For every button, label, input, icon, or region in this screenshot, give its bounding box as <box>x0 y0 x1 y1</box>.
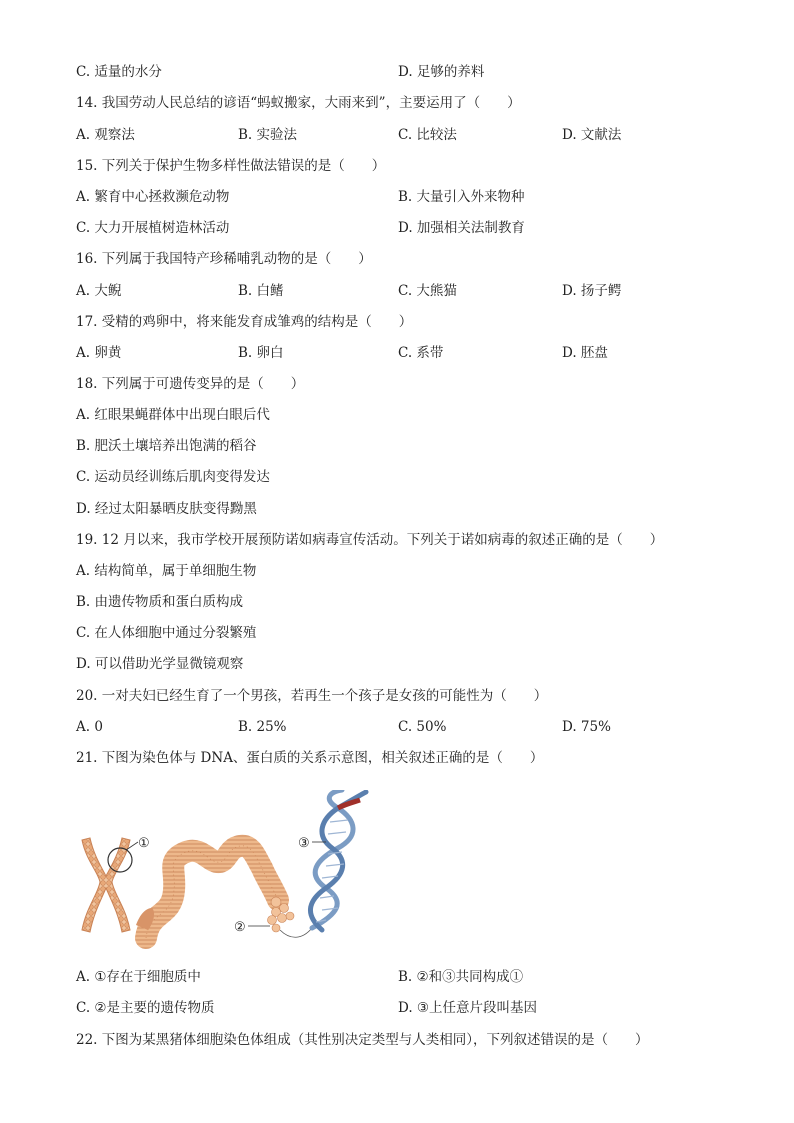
chromosome-dna-diagram <box>76 790 376 950</box>
option-16a: A. 大鲵 <box>76 283 122 299</box>
chromatin-coil <box>136 846 278 938</box>
label-1: ① <box>138 836 150 851</box>
option-14d: D. 文献法 <box>562 127 622 143</box>
option-15c: C. 大力开展植树造林活动 <box>76 220 230 236</box>
chromosome-x-shape <box>82 838 130 932</box>
option-17c: C. 系带 <box>398 345 444 361</box>
dna-double-helix <box>310 790 366 930</box>
question-19: 19. 12 月以来，我市学校开展预防诺如病毒宣传活动。下列关于诺如病毒的叙述正确的是（ ） <box>76 532 664 548</box>
option-15b: B. 大量引入外来物种 <box>398 189 525 205</box>
question-21: 21. 下图为染色体与 DNA、蛋白质的关系示意图，相关叙述正确的是（ ） <box>76 750 544 766</box>
option-13c: C. 适量的水分 <box>76 64 162 80</box>
option-19c: C. 在人体细胞中通过分裂繁殖 <box>76 625 257 641</box>
option-18c: C. 运动员经训练后肌肉变得发达 <box>76 469 270 485</box>
nucleosome-beads <box>268 897 295 932</box>
option-17a: A. 卵黄 <box>76 345 122 361</box>
question-14: 14. 我国劳动人民总结的谚语“蚂蚁搬家，大雨来到”，主要运用了（ ） <box>76 95 521 111</box>
option-20d: D. 75% <box>562 719 611 735</box>
question-18: 18. 下列属于可遗传变异的是（ ） <box>76 376 305 392</box>
question-17: 17. 受精的鸡卵中，将来能发育成雏鸡的结构是（ ） <box>76 314 413 330</box>
label-3: ③ <box>298 836 310 851</box>
option-15a: A. 繁育中心拯救濒危动物 <box>76 189 230 205</box>
option-17b: B. 卵白 <box>238 345 284 361</box>
option-19d: D. 可以借助光学显微镜观察 <box>76 656 244 672</box>
option-18a: A. 红眼果蝇群体中出现白眼后代 <box>76 407 270 423</box>
option-18d: D. 经过太阳暴晒皮肤变得黝黑 <box>76 501 257 517</box>
option-19a: A. 结构简单，属于单细胞生物 <box>76 563 257 579</box>
option-13d: D. 足够的养料 <box>398 64 485 80</box>
dna-strand-link <box>280 928 312 937</box>
question-15: 15. 下列关于保护生物多样性做法错误的是（ ） <box>76 158 386 174</box>
label-2: ② <box>234 920 246 935</box>
option-15d: D. 加强相关法制教育 <box>398 220 525 236</box>
option-14c: C. 比较法 <box>398 127 457 143</box>
option-16d: D. 扬子鳄 <box>562 283 622 299</box>
question-20: 20. 一对夫妇已经生育了一个男孩，若再生一个孩子是女孩的可能性为（ ） <box>76 688 548 704</box>
option-18b: B. 肥沃土壤培养出饱满的稻谷 <box>76 438 257 454</box>
option-21b: B. ②和③共同构成① <box>398 969 524 985</box>
option-19b: B. 由遗传物质和蛋白质构成 <box>76 594 244 610</box>
question-22: 22. 下图为某黑猪体细胞染色体组成（其性别决定类型与人类相同），下列叙述错误的是（ ） <box>76 1032 649 1048</box>
question-16: 16. 下列属于我国特产珍稀哺乳动物的是（ ） <box>76 251 372 267</box>
option-16c: C. 大熊猫 <box>398 283 457 299</box>
option-20c: C. 50% <box>398 719 447 735</box>
option-20b: B. 25% <box>238 719 287 735</box>
option-16b: B. 白鳍 <box>238 283 284 299</box>
option-14a: A. 观察法 <box>76 127 135 143</box>
option-17d: D. 胚盘 <box>562 345 608 361</box>
option-21c: C. ②是主要的遗传物质 <box>76 1000 215 1016</box>
option-20a: A. 0 <box>76 719 103 735</box>
option-21a: A. ①存在于细胞质中 <box>76 969 201 985</box>
option-14b: B. 实验法 <box>238 127 298 143</box>
option-21d: D. ③上任意片段叫基因 <box>398 1000 538 1016</box>
